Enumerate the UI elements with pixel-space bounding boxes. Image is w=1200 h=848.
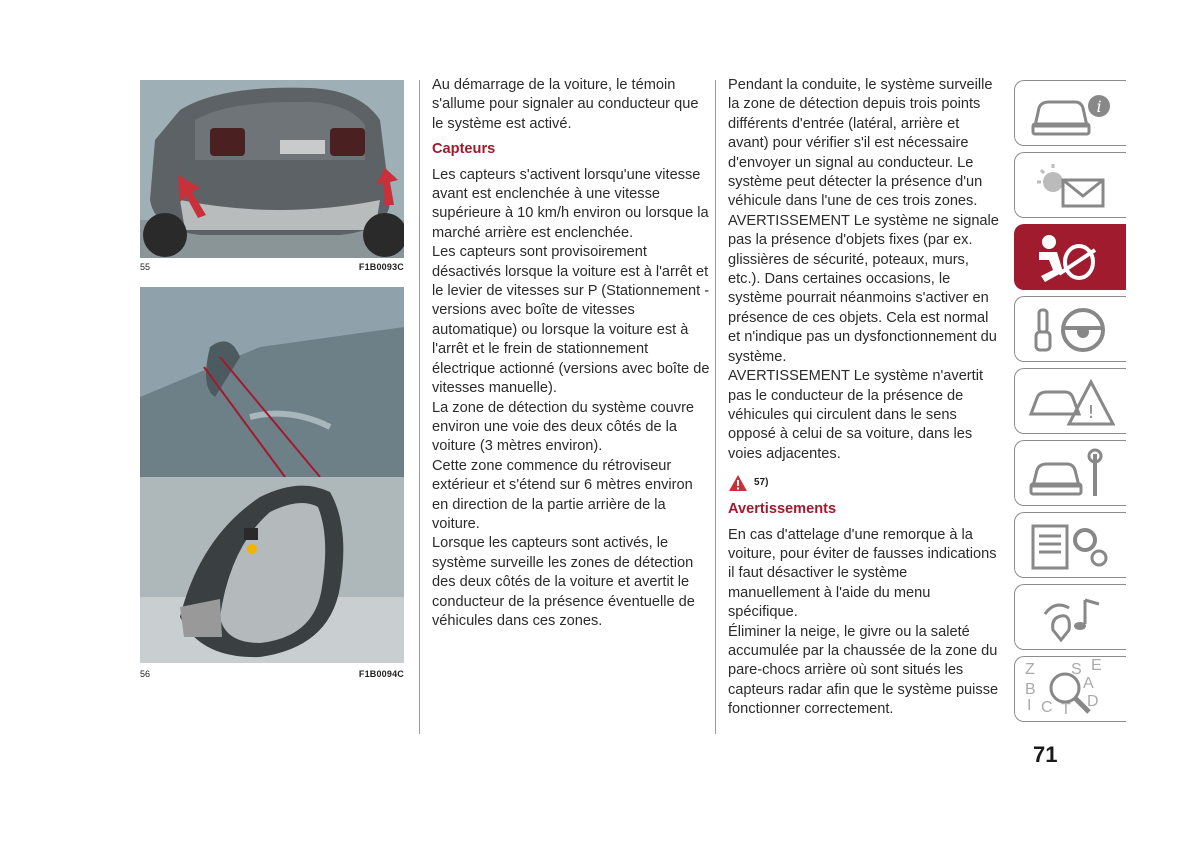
paragraph: Lorsque les capteurs sont activés, le système surveille les zones de détection des deux côtés de la voiture et avertit le conducteur de la présence éventuelle de véhicules dans ces zones. [432,535,695,629]
svg-text:!: ! [1087,402,1095,423]
paragraph: La zone de détection du système couvre environ une voie des deux côtés de la voiture (3 mètres environ). [432,399,695,455]
key-steering-wheel-icon [1025,302,1115,358]
tab-car-info[interactable] [1014,80,1126,146]
dashboard-lights-icon [1025,158,1115,214]
tab-maintenance[interactable] [1014,440,1126,506]
multimedia-icon [1025,590,1115,646]
warning-reference [728,472,1000,494]
car-info-icon [1025,86,1115,142]
paragraph: Les capteurs s'activent lorsqu'une vitesse avant est enclenchée à une vitesse supérieure à 10 km/h environ ou lorsque la marché arrière est enclenchée. [432,166,709,241]
intro-paragraph: Au démarrage de la voiture, le témoin s'allume pour signaler au conducteur que le système est activé. [432,77,699,132]
paragraph: Les capteurs sont provisoirement désactivés lorsque la voiture est à l'arrêt et le levier de vitesses sur P (Stationnement - versions avec boîte de vitesses automatique) ou lorsque la voiture est à l'arrêt et le frein de stationnement électrique actionné (versions avec boîte de vitesses manuelle). [432,244,710,397]
index-letters: Z E B A C T D S I [1025,657,1102,718]
paragraph: En cas d'attelage d'une remorque à la voiture, pour éviter de fausses indications il faut désactiver le système manuellement à l'aide du menu spécifique. [728,526,997,621]
paragraph: Pendant la conduite, le système surveille la zone de détection depuis trois points différents d'entrée (latéral, arrière et avant) pour vérifier s'il est nécessaire d'envoyer un signal au conducteur. Le système peut détecter la présence d'un véhicule dans l'une de ces trois zones. [728,77,993,210]
figure-number: 55 [140,262,151,272]
tab-dashboard-lights[interactable] [1014,152,1126,218]
warning-ref-number: 57) [754,477,769,489]
section-heading-capteurs: Capteurs [432,141,496,158]
text-column-2 [728,76,1000,720]
figure-56-mirror-indicator [140,287,404,663]
tab-technical-data[interactable] [1014,512,1126,578]
paragraph: Cette zone commence du rétroviseur extérieur et s'étend sur 6 mètres environ en direction de la partie arrière de la voiture. [432,457,693,532]
airbag-safety-icon [1025,230,1115,286]
section-heading-avertissements: Avertissements [728,501,837,518]
column-divider [715,80,716,734]
warning-paragraph: AVERTISSEMENT Le système n'avertit pas le conducteur de la présence de véhicules qui circulent dans le sens opposé à celui de sa voiture, dans les voies adjacentes. [728,368,984,462]
tab-multimedia[interactable] [1014,584,1126,650]
paragraph: Éliminer la neige, le givre ou la saleté accumulée par la chaussée de la zone du pare-chocs arrière où sont situés les capteurs radar afin que le système puisse fonctionner correctement. [728,623,999,718]
technical-data-icon [1025,518,1115,574]
warning-triangle-icon [728,474,748,492]
figure-number: 56 [140,669,151,679]
figure-code: F1B0093C [358,262,404,272]
svg-text:i: i [1096,97,1102,116]
tab-safety[interactable] [1014,224,1126,290]
text-column-1 [432,76,710,631]
tab-emergency[interactable] [1014,368,1126,434]
tab-starting-driving[interactable] [1014,296,1126,362]
page-number: 71 [1033,742,1058,767]
warning-paragraph: AVERTISSEMENT Le système ne signale pas la présence d'objets fixes (par ex. glissières de sécurité, poteaux, murs, etc.). Dans certaines occasions, le système pourrait néanmoins s'activer en présence de ces objets. Cela est normal et n'indique pas un dysfonctionnement du système. [728,212,999,365]
car-maintenance-icon [1025,446,1115,502]
tab-index[interactable] [1014,656,1126,722]
car-warning-triangle-icon [1025,374,1115,430]
figure-code: F1B0094C [358,669,404,679]
column-divider [419,80,420,734]
figure-55-rear-sensors [140,80,404,258]
